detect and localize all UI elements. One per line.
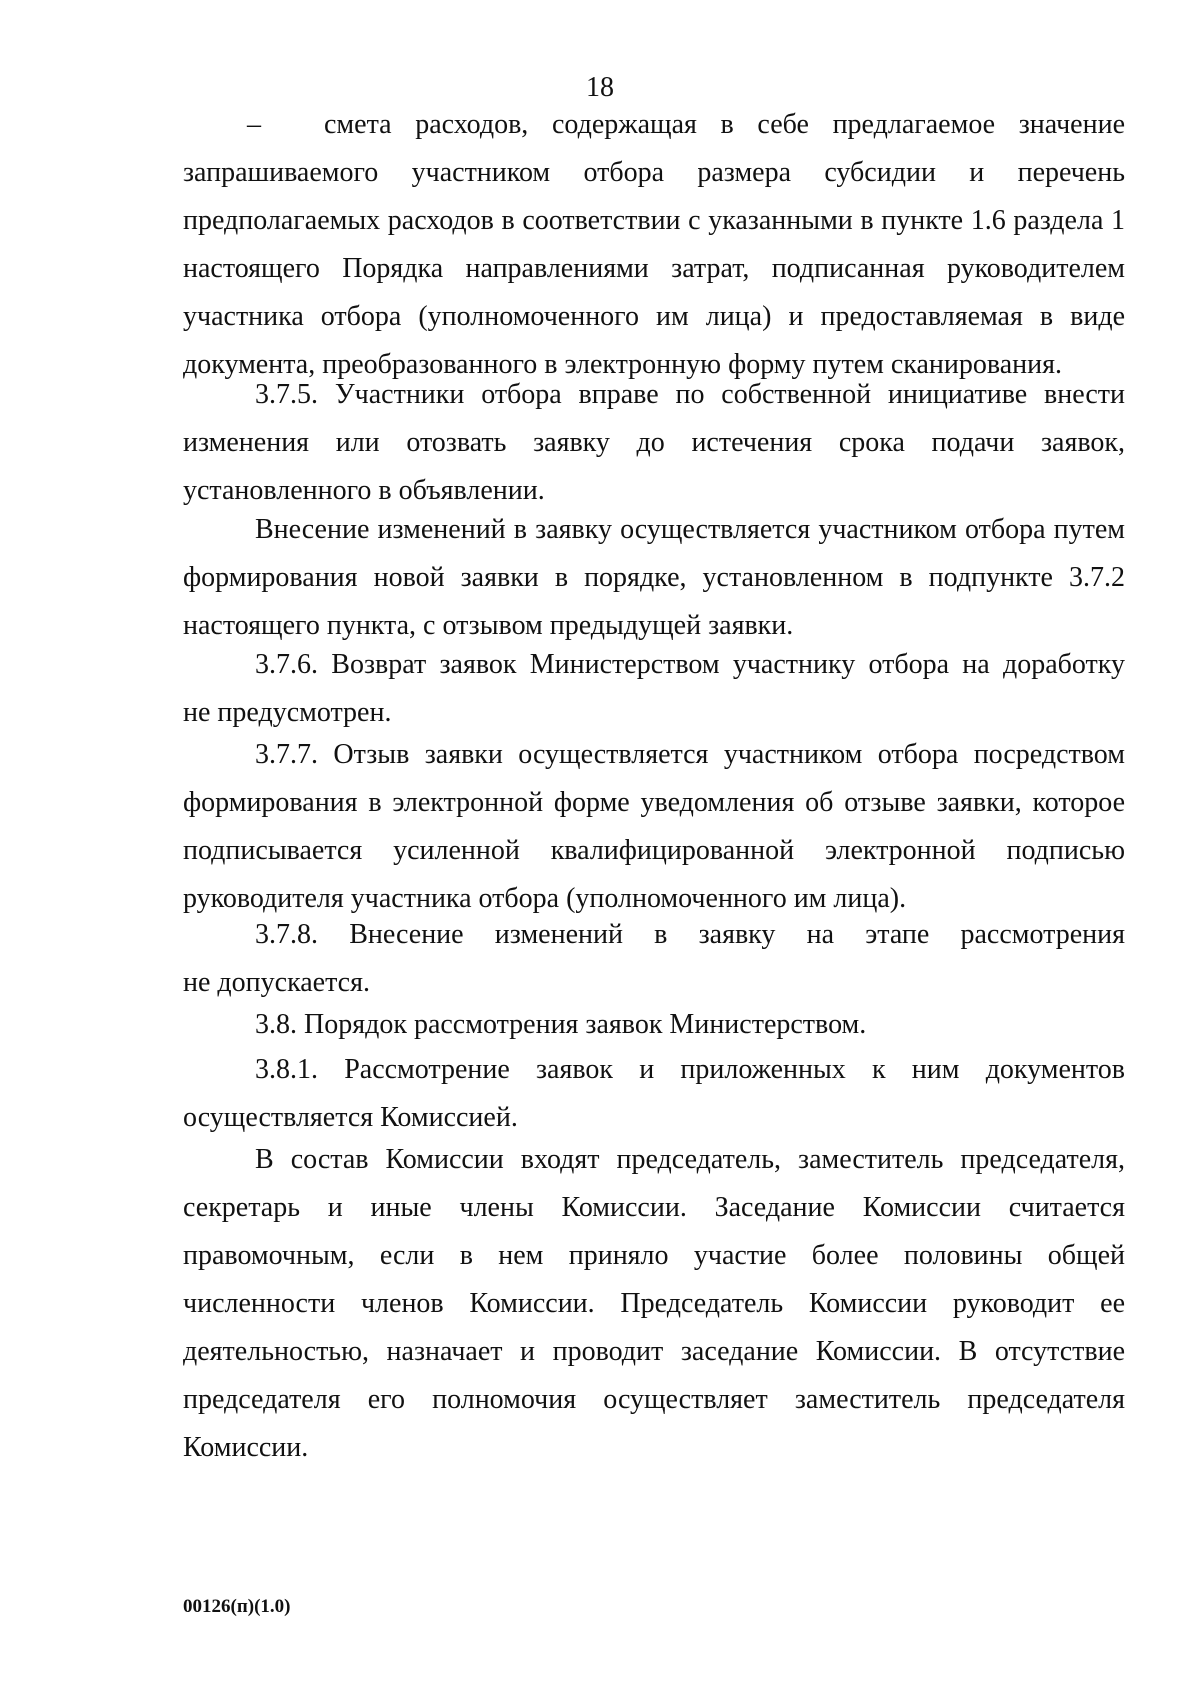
line-text: смета расходов, содержащая в себе предлагаемое значение <box>324 109 1125 140</box>
paragraph-line: правомочным, если в нем приняло участие более половины общей <box>183 1240 1125 1271</box>
paragraph-line: документа, преобразованного в электронную форму путем сканирования. <box>183 349 1063 380</box>
paragraph-line <box>183 101 1125 149</box>
paragraph-line: 3.7.5. Участники отбора вправе по собственной инициативе внести <box>255 379 1125 410</box>
page-number: 18 <box>586 72 614 103</box>
paragraph-line: установленного в объявлении. <box>183 475 545 506</box>
paragraph-line: предполагаемых расходов в соответствии с указанными в пункте 1.6 раздела 1 <box>183 205 1125 236</box>
paragraph-line: Внесение изменений в заявку осуществляется участником отбора путем <box>255 514 1125 545</box>
paragraph-line: руководителя участника отбора (уполномоченного им лица). <box>183 883 907 914</box>
paragraph-3-7-7 <box>183 731 1125 923</box>
paragraph-line: подписывается усиленной квалифицированной электронной подписью <box>183 835 1125 866</box>
paragraph-line: осуществляется Комиссией. <box>183 1102 518 1133</box>
paragraph-line: настоящего пункта, с отзывом предыдущей заявки. <box>183 610 794 641</box>
paragraph-line: не предусмотрен. <box>183 697 392 728</box>
paragraph-line: формирования в электронной форме уведомления об отзыве заявки, которое <box>183 787 1125 818</box>
paragraph-line: запрашиваемого участником отбора размера субсидии и перечень <box>183 157 1125 188</box>
paragraph-3-7-5 <box>183 371 1125 515</box>
list-dash: – <box>247 109 261 140</box>
paragraph-line: 3.7.8. Внесение изменений в заявку на этапе рассмотрения <box>255 919 1125 950</box>
paragraph-line: деятельностью, назначает и проводит заседание Комиссии. В отсутствие <box>183 1336 1125 1367</box>
paragraph-3-7-8 <box>183 911 1125 1007</box>
paragraph-3-7-6 <box>183 641 1125 737</box>
paragraph-expense-estimate <box>183 101 1125 389</box>
paragraph-line: численности членов Комиссии. Председатель Комиссии руководит ее <box>183 1288 1125 1319</box>
document-code: 00126(п)(1.0) <box>183 1596 291 1617</box>
paragraph-line: 3.7.6. Возврат заявок Министерством участнику отбора на доработку <box>255 649 1125 680</box>
paragraph-amendment-procedure <box>183 506 1125 650</box>
paragraph-line: секретарь и иные члены Комиссии. Заседание Комиссии считается <box>183 1192 1125 1223</box>
paragraph-3-8 <box>183 1001 1125 1049</box>
paragraph-line: формирования новой заявки в порядке, установленном в подпункте 3.7.2 <box>183 562 1125 593</box>
paragraph-line: 3.8.1. Рассмотрение заявок и приложенных к ним документов <box>255 1054 1125 1085</box>
paragraph-line: Комиссии. <box>183 1432 309 1463</box>
paragraph-line: участника отбора (уполномоченного им лица) и предоставляемая в виде <box>183 301 1125 332</box>
paragraph-line: не допускается. <box>183 967 370 998</box>
paragraph-line: председателя его полномочия осуществляет заместитель председателя <box>183 1384 1125 1415</box>
paragraph-3-8-1 <box>183 1046 1125 1142</box>
paragraph-line: В состав Комиссии входят председатель, заместитель председателя, <box>255 1144 1125 1175</box>
paragraph-line: настоящего Порядка направлениями затрат, подписанная руководителем <box>183 253 1125 284</box>
paragraph-line: 3.7.7. Отзыв заявки осуществляется участником отбора посредством <box>255 739 1125 770</box>
paragraph-line: изменения или отозвать заявку до истечения срока подачи заявок, <box>183 427 1125 458</box>
paragraph-commission-composition <box>183 1136 1125 1472</box>
paragraph-line: 3.8. Порядок рассмотрения заявок Министерством. <box>255 1009 867 1040</box>
